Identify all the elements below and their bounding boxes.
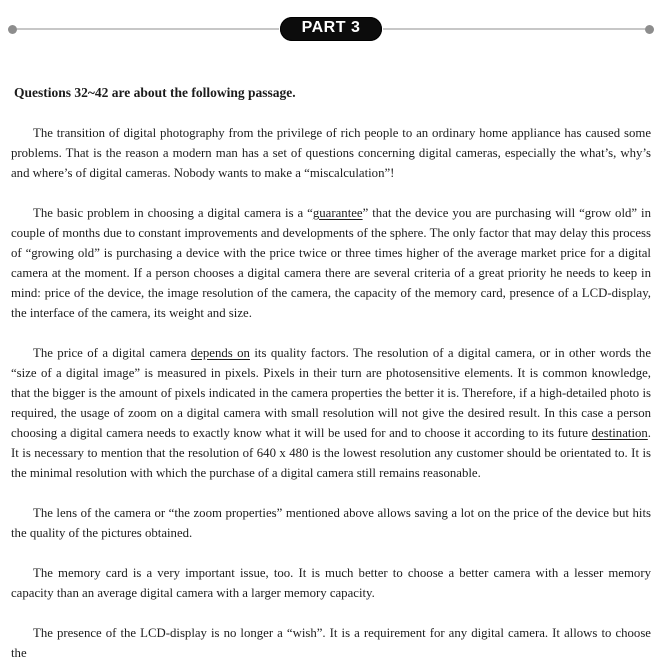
underlined-term: destination — [591, 426, 648, 440]
passage-page — [0, 17, 662, 663]
part-3-badge: PART 3 — [280, 17, 383, 41]
passage-paragraph: The basic problem in choosing a digital camera is a “guarantee” that the device you are purchasing will “grow old” in couple of months due to constant improvements and developments of the sphere. The only factor that may delay this process of “growing old” is purchasing a device with the price twice or three times higher of the average market price for a digital camera at the moment. If a person chooses a digital camera there are several criteria of a great priority he needs to keep in mind: price of the device, the image resolution of the camera, the capacity of the memory card, presence of a LCD-display, the interface of the camera, its weight and size. — [11, 206, 651, 320]
instructions-heading: Questions 32~42 are about the following passage. — [14, 85, 296, 100]
header-rule-right — [383, 28, 645, 30]
passage-body — [11, 123, 651, 663]
left-end-dot — [8, 25, 17, 34]
passage-paragraph: The price of a digital camera depends on its quality factors. The resolution of a digital camera, or in other words the “size of a digital image” is measured in pixels. Pixels in their turn are photosensitive elements. It is common knowledge, that the bigger is the amount of pixels indicated in the camera properties the better it is. Therefore, if a high-detailed photo is required, the usage of zoom on a digital camera with small resolution will not give the desired result. In this case a person choosing a digital camera needs to exactly know what it will be used for and to choose it according to its future destination. It is necessary to mention that the resolution of 640 x 480 is the lowest resolution any customer should be orientated to. It is the minimal resolution with which the purchase of a digital camera still remains reasonable. — [11, 346, 652, 480]
header-rule-left — [17, 28, 279, 30]
underlined-term: guarantee — [312, 206, 363, 220]
right-end-dot — [645, 25, 654, 34]
passage-paragraph: The lens of the camera or “the zoom properties” mentioned above allows saving a lot on the price of the device but hits the quality of the pictures obtained. — [11, 506, 651, 540]
underlined-term: depends on — [190, 346, 250, 360]
passage-paragraph: The presence of the LCD-display is no longer a “wish”. It is a requirement for any digital camera. It allows to choose the — [11, 626, 651, 660]
part-header — [8, 17, 654, 41]
passage-paragraph: The transition of digital photography from the privilege of rich people to an ordinary home appliance has caused some problems. That is the reason a modern man has a set of questions concerning digital cameras, especially the what’s, why’s and where’s of digital cameras. Nobody wants to make a “miscalculation”! — [11, 126, 651, 180]
passage-paragraph: The memory card is a very important issue, too. It is much better to choose a better camera with a lesser memory capacity than an average digital camera with a larger memory capacity. — [11, 566, 651, 600]
